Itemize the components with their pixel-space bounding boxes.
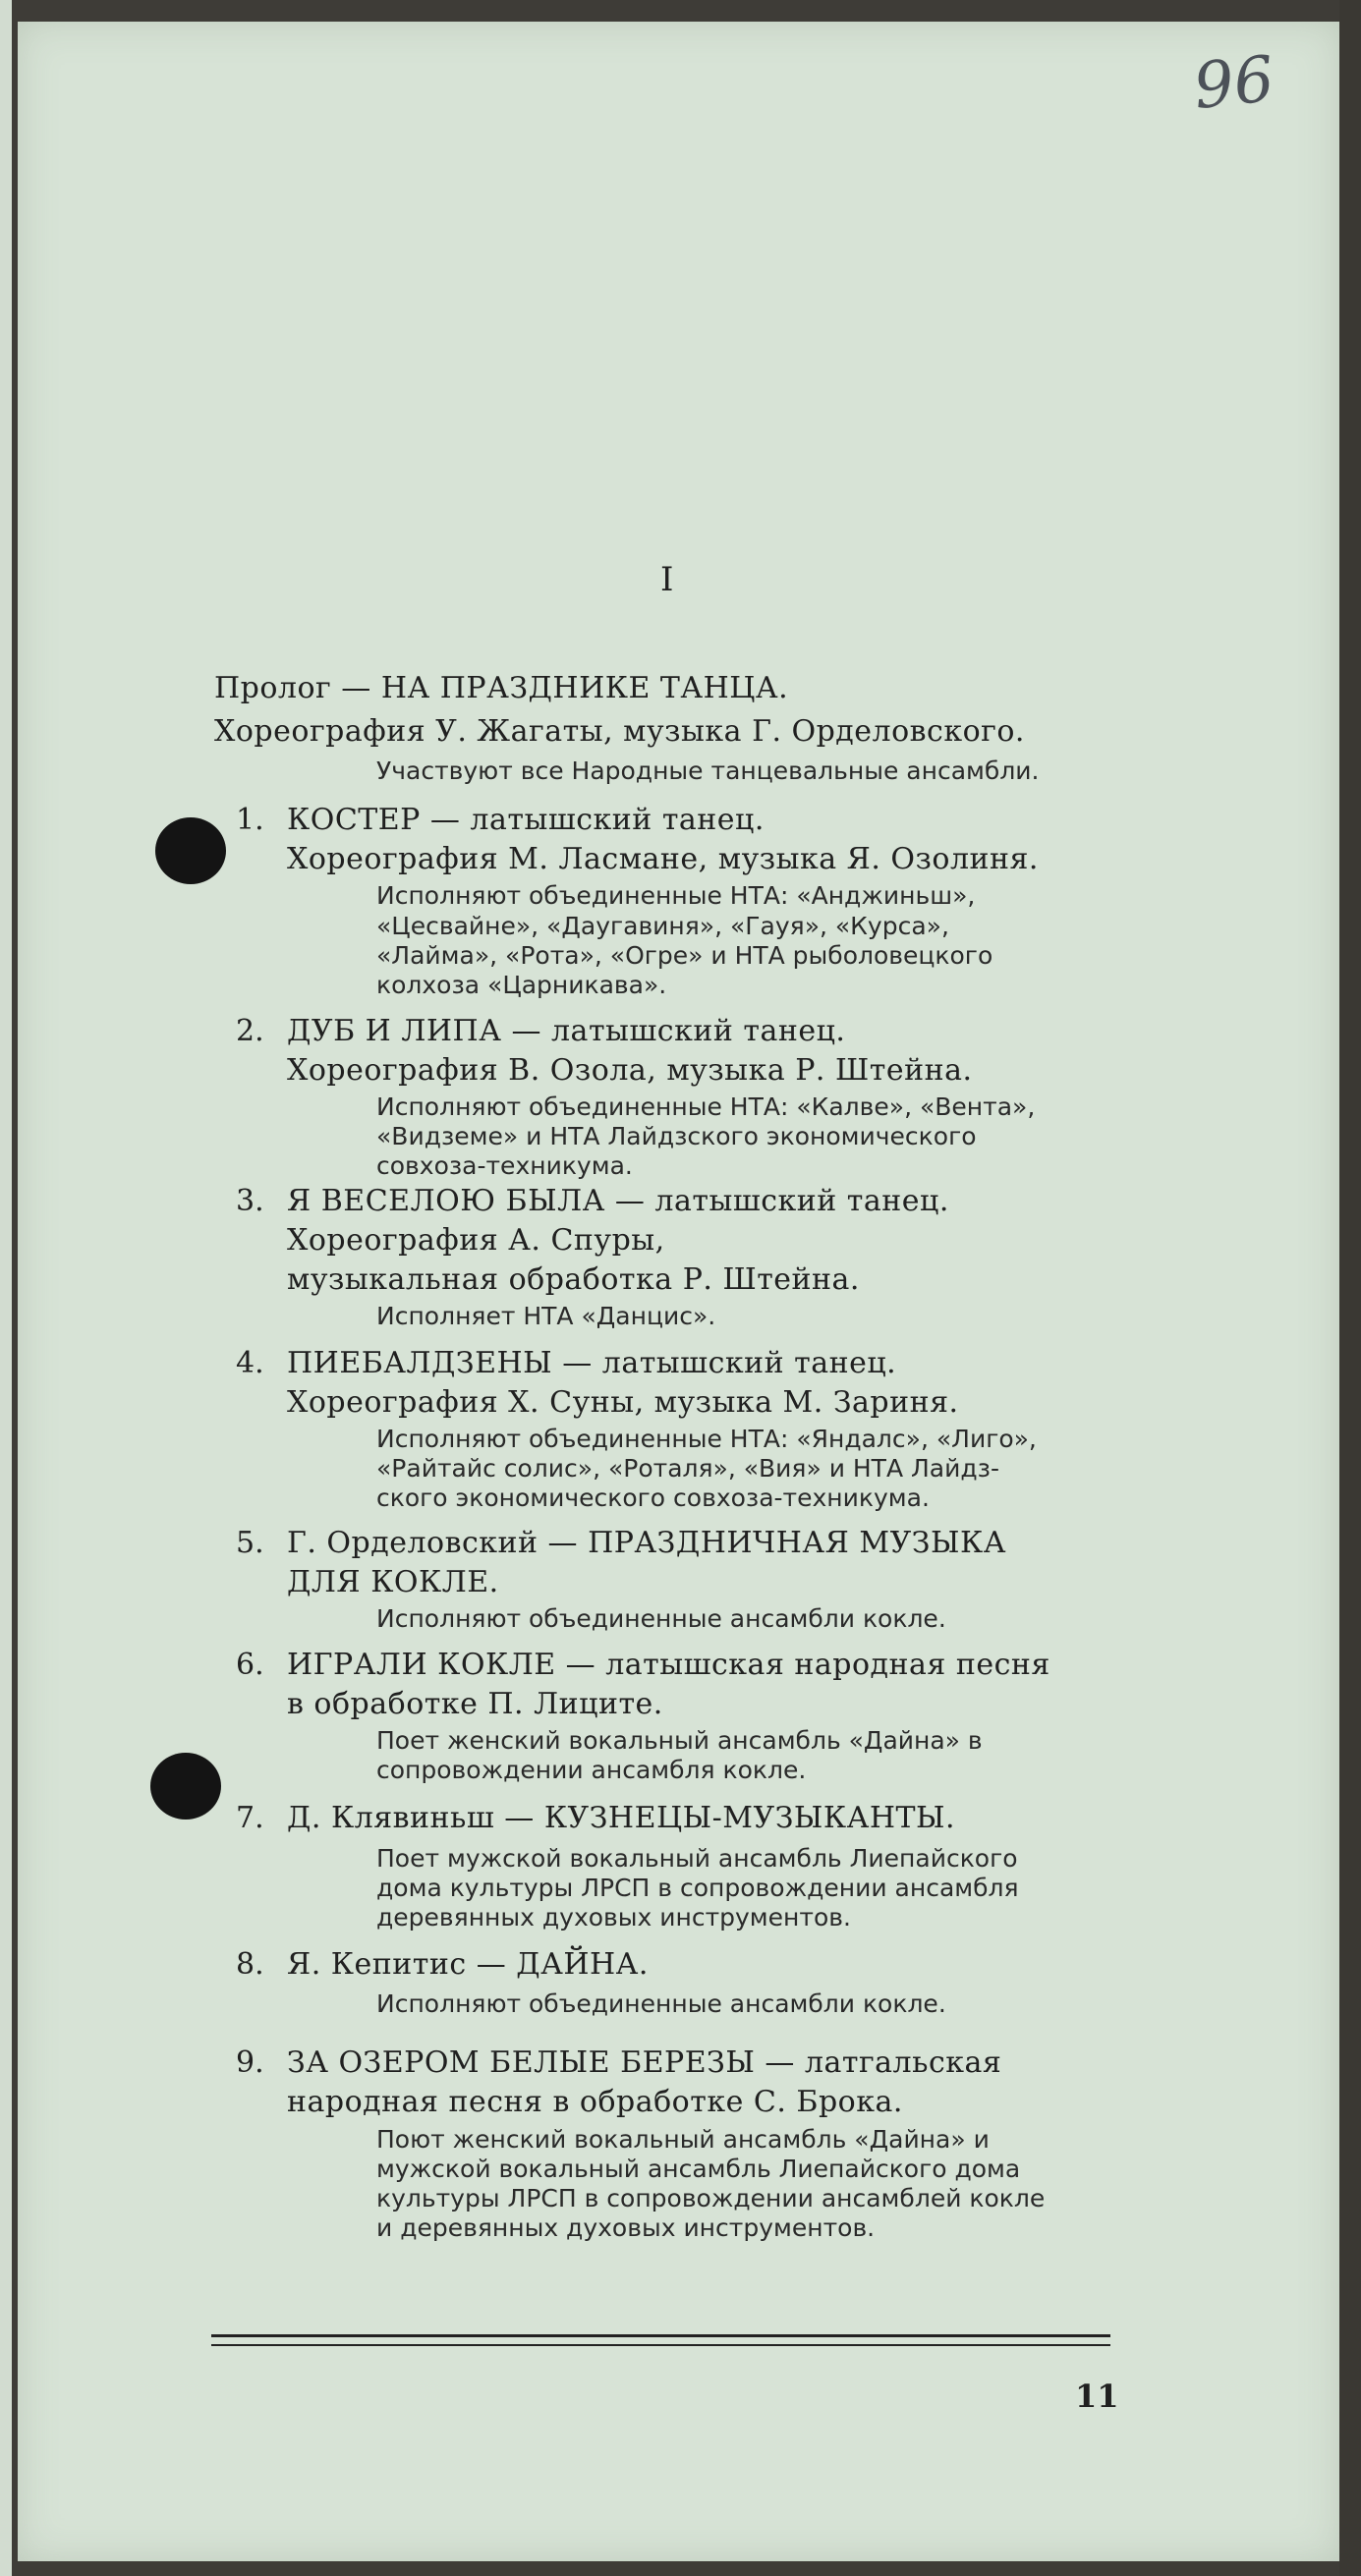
page-number: 11 bbox=[1075, 2378, 1119, 2415]
item-number: 7. bbox=[236, 1801, 264, 1835]
item-title: ДУБ И ЛИПА — латышский танец. bbox=[287, 1014, 846, 1048]
footer-rule-bottom bbox=[211, 2344, 1110, 2346]
item-credits: в обработке П. Лиците. bbox=[287, 1687, 663, 1721]
item-number: 8. bbox=[236, 1947, 264, 1982]
page-edge-left bbox=[0, 0, 18, 2576]
item-note: мужской вокальный ансамбль Лиепайского дома bbox=[376, 2155, 1021, 2183]
item-credits: Хореография А. Спуры, bbox=[287, 1223, 665, 1258]
item-title: Д. Клявиньш — КУЗНЕЦЫ-МУЗЫКАНТЫ. bbox=[287, 1801, 956, 1835]
item-title: ПИЕБАЛДЗЕНЫ — латышский танец. bbox=[287, 1346, 897, 1380]
item-note: Исполняют объединенные НТА: «Калве», «Вента», bbox=[376, 1092, 1036, 1121]
item-note: Исполняют объединенные ансамбли кокле. bbox=[376, 1604, 946, 1633]
item-note: ского экономического совхоза-техникума. bbox=[376, 1484, 930, 1512]
item-number: 9. bbox=[236, 2045, 264, 2080]
item-note: деревянных духовых инструментов. bbox=[376, 1903, 851, 1932]
item-note: Исполняет НТА «Данцис». bbox=[376, 1302, 716, 1330]
item-note: дома культуры ЛРСП в сопровождении ансамбля bbox=[376, 1874, 1019, 1902]
prologue-title: Пролог — НА ПРАЗДНИКЕ ТАНЦА. bbox=[214, 671, 789, 705]
item-note: колхоза «Царникава». bbox=[376, 971, 667, 999]
item-credits: Хореография Х. Суны, музыка М. Зариня. bbox=[287, 1385, 959, 1420]
item-note: «Лайма», «Рота», «Огре» и НТА рыболовецкого bbox=[376, 941, 993, 970]
item-note: Исполняют объединенные НТА: «Яндалс», «Лиго», bbox=[376, 1425, 1037, 1453]
item-title: ИГРАЛИ КОКЛЕ — латышская народная песня bbox=[287, 1648, 1050, 1682]
item-title: ЗА ОЗЕРОМ БЕЛЫЕ БЕРЕЗЫ — латгальская bbox=[287, 2045, 1002, 2080]
item-number: 3. bbox=[236, 1184, 264, 1218]
item-note: совхоза-техникума. bbox=[376, 1151, 633, 1180]
item-credits: Хореография М. Ласмане, музыка Я. Озолиня. bbox=[287, 842, 1039, 876]
item-note: Поет женский вокальный ансамбль «Дайна» в bbox=[376, 1726, 983, 1755]
item-title: Я. Кепитис — ДАЙНА. bbox=[287, 1947, 649, 1982]
item-note: Поет мужской вокальный ансамбль Лиепайского bbox=[376, 1844, 1018, 1873]
item-note: «Видземе» и НТА Лайдзского экономического bbox=[376, 1122, 977, 1150]
item-number: 1. bbox=[236, 803, 264, 837]
punch-hole-top bbox=[155, 817, 226, 884]
item-number: 5. bbox=[236, 1526, 264, 1560]
item-credits: музыкальная обработка Р. Штейна. bbox=[287, 1262, 860, 1297]
item-title: ДЛЯ КОКЛЕ. bbox=[287, 1565, 499, 1599]
punch-hole-bottom bbox=[150, 1753, 221, 1820]
item-credits: народная песня в обработке С. Брока. bbox=[287, 2085, 903, 2119]
item-credits: Хореография В. Озола, музыка Р. Штейна. bbox=[287, 1053, 973, 1088]
item-note: Исполняют объединенные НТА: «Анджиньш», bbox=[376, 881, 976, 910]
item-note: сопровождении ансамбля кокле. bbox=[376, 1756, 807, 1784]
item-note: «Цесвайне», «Даугавиня», «Гауя», «Курса», bbox=[376, 912, 949, 940]
section-numeral: I bbox=[660, 560, 674, 599]
item-note: Поют женский вокальный ансамбль «Дайна» и bbox=[376, 2125, 990, 2154]
footer-rule-top bbox=[211, 2334, 1110, 2337]
page-edge-right bbox=[1339, 0, 1361, 2576]
item-note: «Райтайс солис», «Роталя», «Вия» и НТА Лайдз- bbox=[376, 1454, 999, 1483]
item-note: и деревянных духовых инструментов. bbox=[376, 2213, 876, 2242]
item-title: Я ВЕСЕЛОЮ БЫЛА — латышский танец. bbox=[287, 1184, 949, 1218]
prologue-credits: Хореография У. Жагаты, музыка Г. Орделовского. bbox=[214, 714, 1025, 749]
item-title: Г. Орделовский — ПРАЗДНИЧНАЯ МУЗЫКА bbox=[287, 1526, 1006, 1560]
item-number: 6. bbox=[236, 1648, 264, 1682]
item-note: культуры ЛРСП в сопровождении ансамблей кокле bbox=[376, 2184, 1046, 2212]
prologue-performers: Участвуют все Народные танцевальные ансамбли. bbox=[376, 756, 1040, 785]
show-through-text bbox=[214, 208, 1295, 424]
item-number: 2. bbox=[236, 1014, 264, 1048]
item-title: КОСТЕР — латышский танец. bbox=[287, 803, 765, 837]
item-number: 4. bbox=[236, 1346, 264, 1380]
handwritten-page-number: 96 bbox=[1190, 42, 1278, 125]
item-note: Исполняют объединенные ансамбли кокле. bbox=[376, 1989, 946, 2018]
